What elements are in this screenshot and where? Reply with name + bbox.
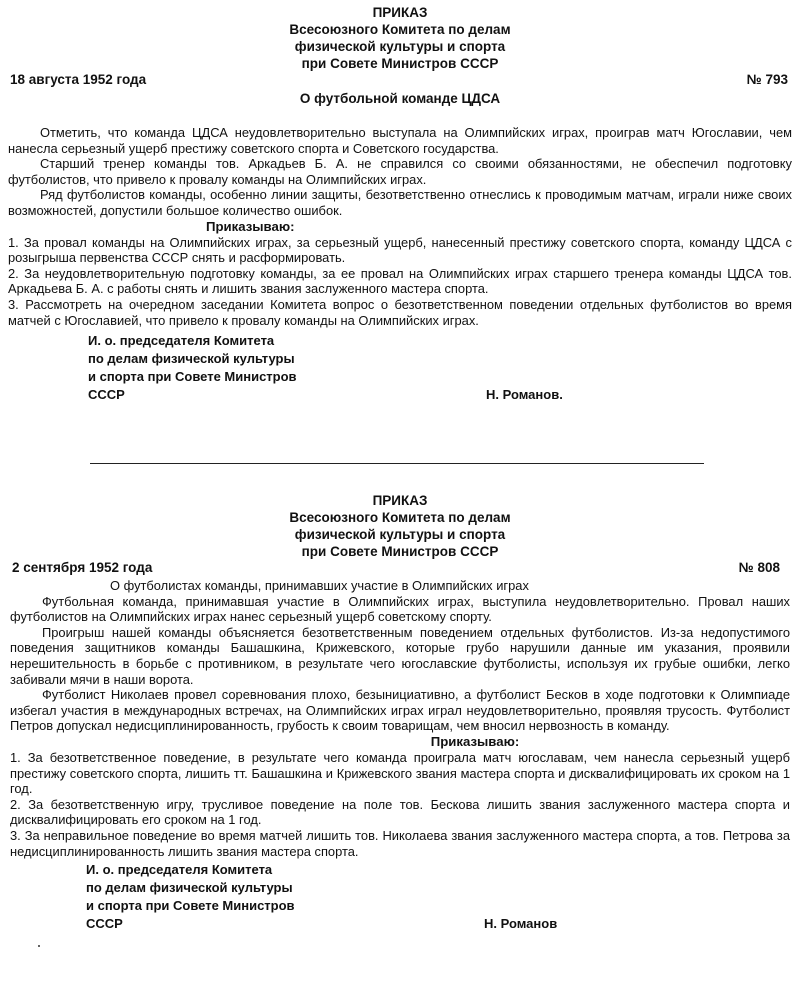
order-subject: О футбольной команде ЦДСА <box>299 91 501 106</box>
issuer-line: физической культуры и спорта <box>294 39 506 54</box>
order-heading: Приказываю: <box>430 733 520 749</box>
issuer-line: Всесоюзного Комитета по делам <box>289 510 511 525</box>
order-body <box>0 578 800 859</box>
order-item: 2. За безответственную игру, трусливое поведение на поле тов. Бескова лишить звания заслуженного мастера спорта и дисквалифицировать его сроком на 1 год. <box>10 796 790 828</box>
order-heading: Приказываю: <box>206 218 295 234</box>
paragraph: Футбольная команда, принимавшая участие в Олимпийских играх, выступила неудовлетворительно. Провал наших футболистов на Олимпийских играх нанес серьезный ущерб советскому спорту. <box>10 593 790 625</box>
order-793 <box>0 4 800 404</box>
order-item: 3. Рассмотреть на очередном заседании Комитета вопрос о безответственном поведении отдельных футболистов во время матчей с Югославией, что привело к провалу команды на Олимпийских играх. <box>8 296 792 328</box>
signature-line: и спорта при Совете Министров <box>88 369 297 385</box>
signatory-name: Н. Романов. <box>486 387 563 403</box>
date-row <box>0 72 800 90</box>
scan-speck <box>38 945 40 947</box>
signature-line: СССР <box>88 387 125 403</box>
signature-line: СССР <box>86 916 123 932</box>
signature-line: и спорта при Совете Министров <box>86 898 295 914</box>
order-item: 1. За безответственное поведение, в результате чего команда проиграла матч югославам, чем нанесла серьезный ущерб престижу советского спорта, лишить тт. Башашкина и Крижевского звания мастера спорта и дисквалифицировать их сроком на 1 год. <box>10 749 790 797</box>
signature-line: по делам физической культуры <box>86 880 293 896</box>
signature-line: И. о. председателя Комитета <box>86 862 273 878</box>
order-number: № 808 <box>738 560 780 575</box>
paragraph: Ряд футболистов команды, особенно линии защиты, безответственно отнеслись к проводимым матчам, играли ниже своих возможностей, допустили большое количество ошибок. <box>8 187 792 218</box>
issuer-line: Всесоюзного Комитета по делам <box>289 22 511 37</box>
issuer-line: при Совете Министров СССР <box>301 544 499 559</box>
paragraph: Проигрыш нашей команды объясняется безответственным поведением отдельных футболистов. Из-за недопустимого поведения защитников команды Башашкина, Крижевского, которые грубо нарушили данные им указания, проявили нерешительность в борьбе с противником, в результате чего югославские футболисты, используя их грубые ошибки, легко забивали мячи в наши ворота. <box>10 624 790 687</box>
issuer-line: физической культуры и спорта <box>294 527 506 542</box>
signature-line: по делам физической культуры <box>88 351 295 367</box>
signature-line: И. о. председателя Комитета <box>88 333 275 349</box>
signature-block <box>0 861 800 933</box>
order-item: 3. За неправильное поведение во время матчей лишить тов. Николаева звания заслуженного мастера спорта, а тов. Петрова за недисциплинированность лишить звания мастера спорта. <box>10 827 790 859</box>
order-title: ПРИКАЗ <box>372 493 428 508</box>
date-row <box>0 560 800 578</box>
order-808 <box>0 492 800 933</box>
order-number: № 793 <box>746 72 788 87</box>
paragraph: Отметить, что команда ЦДСА неудовлетворительно выступала на Олимпийских играх, проиграв матч Югославии, чем нанесла серьезный ущерб престижу советского спорта и Советского государства. <box>8 125 792 156</box>
order-date: 2 сентября 1952 года <box>12 560 153 575</box>
separator-line <box>90 463 704 464</box>
order-title: ПРИКАЗ <box>372 5 428 20</box>
order-item: 2. За неудовлетворительную подготовку команды, за ее провал на Олимпийских играх старшего тренера команды ЦДСА тов. Аркадьева Б. А. с работы снять и лишить звания заслуженного мастера спорта. <box>8 265 792 297</box>
paragraph: Старший тренер команды тов. Аркадьев Б. А. не справился со своими обязанностями, не обеспечил подготовку футболистов, что привело к провалу команды на Олимпийских играх. <box>8 156 792 187</box>
order-date: 18 августа 1952 года <box>10 72 147 87</box>
paragraph: Футболист Николаев провел соревнования плохо, безынициативно, а футболист Бесков в ходе подготовки к Олимпиаде избегал участия в международных встречах, на Олимпийских играх играл неудовлетворительно, проявляя трусость. Футболист Петров допускал недисциплинированность, грубость к своим товарищам, чем вносил нервозность в команду. <box>10 687 790 734</box>
order-item: 1. За провал команды на Олимпийских играх, за серьезный ущерб, нанесенный престижу советского спорта, команду ЦДСА с розыгрыша первенства СССР снять и расформировать. <box>8 234 792 266</box>
order-subject: О футболистах команды, принимавших участие в Олимпийских играх <box>110 578 529 593</box>
signatory-name: Н. Романов <box>484 916 558 932</box>
issuer-line: при Совете Министров СССР <box>301 56 499 71</box>
signature-block <box>0 332 800 404</box>
order-body <box>0 125 800 328</box>
